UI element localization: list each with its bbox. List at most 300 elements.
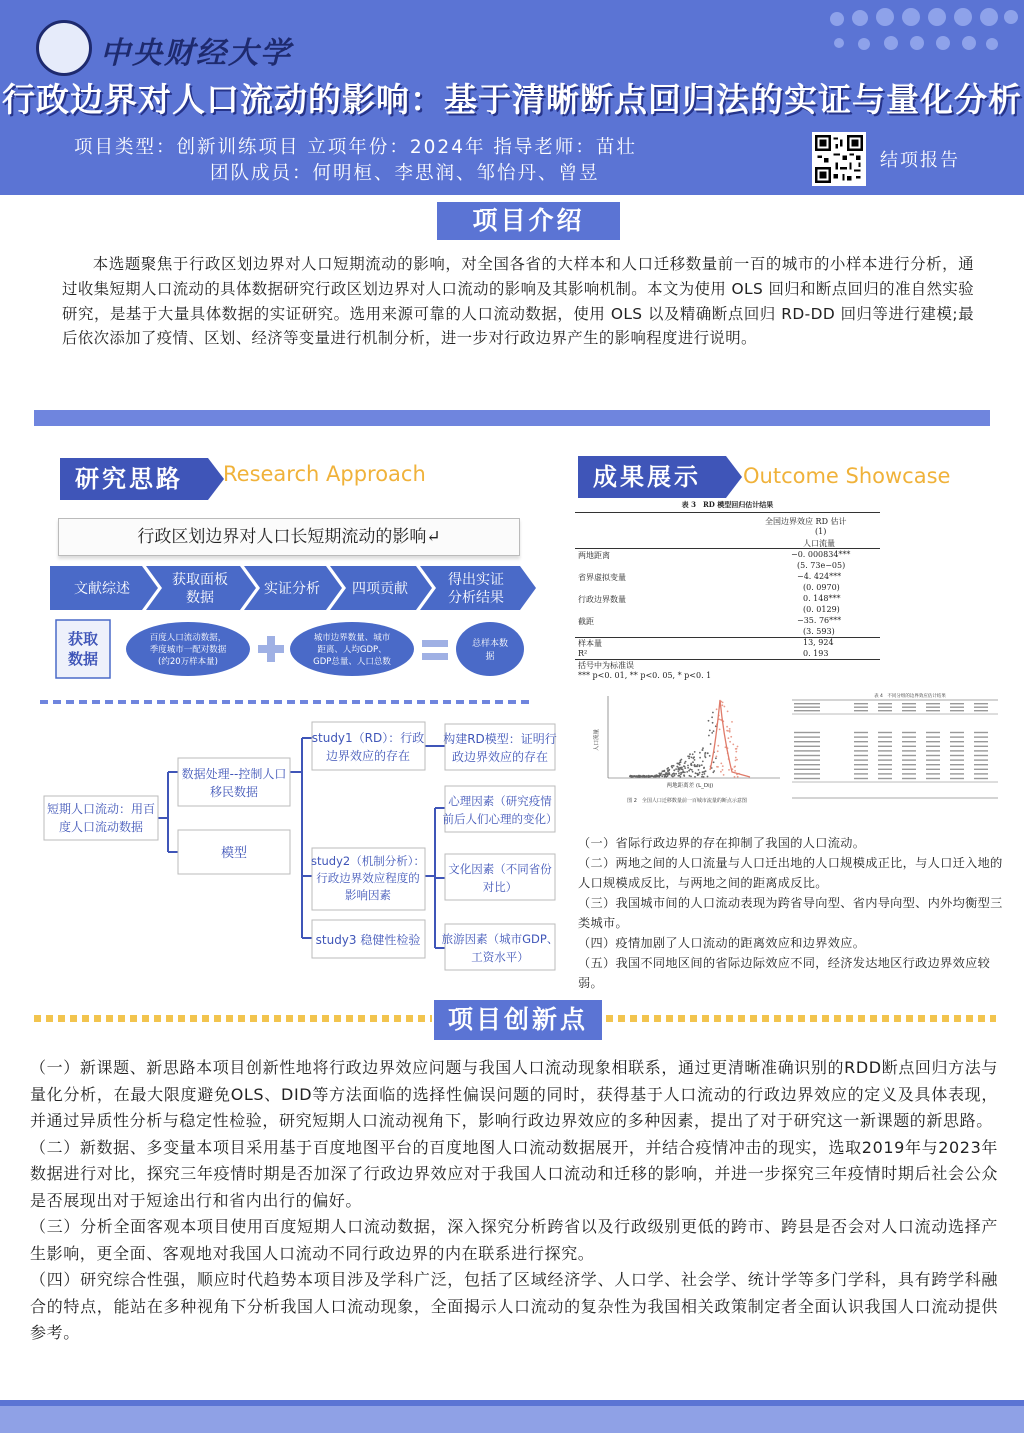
result-item: （四）疫情加剧了人口流动的距离效应和边界效应。 xyxy=(578,936,866,950)
tbl2-cell xyxy=(878,759,892,760)
scatter-point xyxy=(728,737,730,739)
research-section-tab: 研究思路 xyxy=(60,458,208,500)
scatter-point xyxy=(735,751,737,753)
scatter-point xyxy=(692,761,694,763)
plus-icon xyxy=(258,636,284,662)
research-tab-arrow xyxy=(208,458,224,500)
tbl2-cell xyxy=(950,759,964,760)
flow-title: 行政区划边界对人口长短期流动的影响↵ xyxy=(58,518,520,556)
tbl2-cell xyxy=(974,759,988,760)
tbl2-cell xyxy=(974,707,988,708)
tbl2-cell xyxy=(794,759,820,760)
tbl2-cell xyxy=(794,707,820,708)
table-row-value: −0. 000834*** xyxy=(791,550,851,559)
scatter-point xyxy=(722,704,724,706)
intro-text: 本选题聚焦于行政区划边界对人口短期流动的影响，对全国各省的大样本和人口迁移数量前一百的城市的小样本进行分析，通过收集短期人口流动的具体数据研究行政区划边界对人口流动的影响及其影响机制。本文为使用 OLS 回归和断点回归的准自然实验研究，是基于大量具体数据的实证研究。选用来源可靠的人口流动数据，使用 OLS 以及精确断点回归 RD-DD 回归等进行建模;最后依次添加了疫情、区划、经济等变量进行机制分析，进一步对行政边界产生的影响程度进行说明。 xyxy=(62,255,974,348)
tbl2-cell xyxy=(902,710,916,711)
tbl2-cell xyxy=(902,703,916,704)
tbl2-cell xyxy=(794,778,820,779)
tbl2-cell xyxy=(902,759,916,760)
scatter-point xyxy=(681,767,683,769)
tree-factor-culture-line1: 文化因素（不同省份 xyxy=(448,862,552,876)
oval3-line2: 据 xyxy=(485,652,495,662)
scatter-point xyxy=(653,776,655,778)
tbl2-cell xyxy=(902,773,916,774)
tbl2-cell xyxy=(878,750,892,751)
tbl2-cell xyxy=(878,710,892,711)
scatter-point xyxy=(698,769,700,771)
data-oval-total xyxy=(456,622,524,676)
tbl2-cell xyxy=(902,741,916,742)
tbl2-cell xyxy=(974,703,988,704)
tree-root-line2: 度人口流动数据 xyxy=(58,820,144,834)
scatter-point xyxy=(680,761,682,763)
tbl2-cell xyxy=(926,703,940,704)
scatter-point xyxy=(632,775,634,777)
scatter-point xyxy=(701,749,703,751)
scatter-point xyxy=(729,728,731,730)
table-col-header: 全国边界效应 RD 估计 xyxy=(765,517,847,526)
scatter-point xyxy=(696,773,698,775)
fit-curve xyxy=(710,700,750,777)
intro-section-tab: 项目介绍 xyxy=(437,202,620,240)
tbl2-cell xyxy=(974,710,988,711)
tbl2-cell xyxy=(926,741,940,742)
scatter-point xyxy=(684,762,686,764)
flow-step-result-2: 分析结果 xyxy=(448,590,504,606)
scatter-point xyxy=(735,757,737,759)
result-item: （五）我国不同地区间的省际边际效应不同，经济发达地区行政边界效应较弱。 xyxy=(578,956,991,990)
table-row-se: (0. 0129) xyxy=(803,605,840,614)
scatter-caption: 图 2 全国人口迁移数量前一百城市流量的断点示意图 xyxy=(627,798,747,804)
scatter-point xyxy=(702,771,704,773)
scatter-point xyxy=(728,769,730,771)
results-list xyxy=(578,833,1006,993)
tree-factor-tourism-line1: 旅游因素（城市GDP、 xyxy=(441,932,559,946)
tbl2-cell xyxy=(926,750,940,751)
tbl2-cell xyxy=(950,732,964,733)
scatter-point xyxy=(694,776,696,778)
scatter-point xyxy=(703,767,705,769)
oval2-line1: 城市边界数量、城市 xyxy=(313,633,391,643)
tbl2-cell xyxy=(950,755,964,756)
flow-step-result: 得出实证 xyxy=(448,572,504,588)
outcome-tab-arrow xyxy=(726,456,742,498)
scatter-ylabel: 人口流量 xyxy=(594,728,600,752)
group-estimate-table xyxy=(790,690,1000,808)
tbl2-cell xyxy=(878,736,892,737)
scatter-point xyxy=(730,736,732,738)
decorative-dot xyxy=(910,36,924,50)
tbl2-cell xyxy=(902,769,916,770)
tbl2-cell xyxy=(950,750,964,751)
scatter-point xyxy=(713,770,715,772)
scatter-point xyxy=(661,775,663,777)
tbl2-cell xyxy=(854,710,868,711)
scatter-point xyxy=(712,722,714,724)
flow-step-panel-2: 数据 xyxy=(186,590,214,606)
decorative-dot xyxy=(852,10,868,26)
table-note-2: *** p<0. 01, ** p<0. 05, * p<0. 1 xyxy=(578,671,712,680)
decorative-dot xyxy=(876,8,894,26)
scatter-point xyxy=(708,720,710,722)
tree-study3-label: study3 稳健性检验 xyxy=(315,933,421,947)
tree-factor-psych-line2: 前后人们心理的变化） xyxy=(442,812,558,826)
decorative-dot xyxy=(980,8,998,26)
scatter-point xyxy=(671,774,673,776)
tbl2-cell xyxy=(950,764,964,765)
tbl2-cell xyxy=(926,778,940,779)
scatter-point xyxy=(709,730,711,732)
scatter-point xyxy=(736,748,738,750)
scatter-point xyxy=(734,766,736,768)
scatter-point xyxy=(697,764,699,766)
team-members: 团队成员：何明桓、李思润、邹怡丹、曾昱 xyxy=(210,163,600,184)
scatter-point xyxy=(694,751,696,753)
scatter-point xyxy=(681,759,683,761)
table-row-label: 两地距离 xyxy=(578,551,610,560)
scatter-point xyxy=(663,770,665,772)
tbl2-cell xyxy=(854,741,868,742)
scatter-point xyxy=(711,716,713,718)
tbl2-cell xyxy=(974,736,988,737)
tree-data-line2: 移民数据 xyxy=(209,785,259,799)
scatter-point xyxy=(664,774,666,776)
scatter-point xyxy=(634,775,636,777)
scatter-point xyxy=(699,772,701,774)
scatter-point xyxy=(676,766,678,768)
tbl2-cell xyxy=(794,773,820,774)
research-tree-diagram xyxy=(40,712,560,972)
tbl2-cell xyxy=(878,778,892,779)
scatter-point xyxy=(695,772,697,774)
scatter-point xyxy=(713,730,715,732)
tbl2-cell xyxy=(794,736,820,737)
university-logo-text: 中央财经大学 xyxy=(100,36,292,71)
table-row-value: 0. 148*** xyxy=(803,594,841,603)
innovation-paragraph: （四）研究综合性强，顺应时代趋势本项目涉及学科广泛，包括了区域经济学、人口学、社会学、统计学等多门学科，具有跨学科融合的特点，能站在多种视角下分析我国人口流动现象，全面揭示人口流动的复杂性为我国相关政策制定者全面认识我国人口流动提供参考。 xyxy=(30,1270,998,1342)
scatter-point xyxy=(690,776,692,778)
table-caption: 表 3 RD 模型回归估计结果 xyxy=(681,500,774,509)
tbl2-cell xyxy=(974,778,988,779)
tbl2-cell xyxy=(854,773,868,774)
scatter-point xyxy=(723,774,725,776)
tbl2-cell xyxy=(854,759,868,760)
scatter-point xyxy=(704,753,706,755)
scatter-point xyxy=(667,775,669,777)
scatter-point xyxy=(737,746,739,748)
oval2-line2: 距离、人均GDP、 xyxy=(317,645,387,655)
decorative-dot xyxy=(962,36,976,50)
table-row-label: 行政边界数量 xyxy=(578,595,626,604)
university-seal-icon xyxy=(36,20,92,76)
scatter-point xyxy=(704,773,706,775)
scatter-point xyxy=(735,760,737,762)
tbl2-cell xyxy=(794,750,820,751)
result-item: （三）我国城市间的人口流动表现为跨省导向型、省内导向型、内外均衡型三类城市。 xyxy=(578,896,1003,930)
scatter-point xyxy=(631,776,633,778)
scatter-point xyxy=(674,775,676,777)
tbl2-cell xyxy=(926,755,940,756)
decorative-dot xyxy=(830,12,844,26)
scatter-point xyxy=(687,765,689,767)
tbl2-cell xyxy=(950,778,964,779)
scatter-point xyxy=(727,711,729,713)
tbl2-cell xyxy=(854,769,868,770)
rd-scatter-plot xyxy=(590,690,785,808)
scatter-point xyxy=(658,776,660,778)
scatter-point xyxy=(708,735,710,737)
scatter-point xyxy=(726,730,728,732)
tree-study2-line3: 影响因素 xyxy=(345,888,391,902)
tbl2-cell xyxy=(926,707,940,708)
scatter-point xyxy=(702,761,704,763)
scatter-point xyxy=(673,765,675,767)
tbl2-cell xyxy=(794,746,820,747)
tbl2-cell xyxy=(902,732,916,733)
scatter-point xyxy=(694,759,696,761)
outcome-section-tab: 成果展示 xyxy=(578,456,726,498)
tbl2-cell xyxy=(974,732,988,733)
table-row-value: −4. 424*** xyxy=(797,572,842,581)
tbl2-cell xyxy=(794,741,820,742)
innovation-paragraph: （三）分析全面客观本项目使用百度短期人口流动数据，深入探究分析跨省以及行政级别更低的跨市、跨县是否会对人口流动选择产生影响，更全面、客观地对我国人口流动不同行政边界的内在联系进行探究。 xyxy=(30,1217,998,1263)
tbl2-cell xyxy=(854,778,868,779)
scatter-point xyxy=(668,770,670,772)
flow-step-literature: 文献综述 xyxy=(74,581,130,597)
scatter-point xyxy=(665,772,667,774)
scatter-point xyxy=(734,776,736,778)
acquire-data-label-2: 数据 xyxy=(67,650,99,668)
scatter-point xyxy=(694,764,696,766)
tbl2-cell xyxy=(902,750,916,751)
scatter-point xyxy=(692,753,694,755)
table-row-se: (5. 73e−05) xyxy=(797,561,846,570)
scatter-point xyxy=(675,773,677,775)
result-item: （一）省际行政边界的存在抑制了我国的人口流动。 xyxy=(578,836,866,850)
tbl2-cell xyxy=(926,736,940,737)
scatter-point xyxy=(678,772,680,774)
decorative-dot xyxy=(884,36,898,50)
table-dep-var: 人口流量 xyxy=(803,539,835,548)
tbl2-cell xyxy=(878,746,892,747)
tbl2-cell xyxy=(794,769,820,770)
tbl2-cell xyxy=(950,703,964,704)
scatter-point xyxy=(676,763,678,765)
scatter-point xyxy=(642,776,644,778)
tbl2-cell xyxy=(902,746,916,747)
scatter-point xyxy=(729,730,731,732)
tbl2-cell xyxy=(854,732,868,733)
scatter-point xyxy=(731,721,733,723)
scatter-point xyxy=(668,772,670,774)
tbl2-cell xyxy=(794,764,820,765)
tree-study1-result-line1: 构建RD模型：证明行 xyxy=(443,732,557,746)
tree-study2-line2: 行政边界效应程度的 xyxy=(316,871,420,885)
decorative-dot xyxy=(954,8,972,26)
oval1-line1: 百度人口流动数据， xyxy=(149,633,227,643)
scatter-point xyxy=(662,770,664,772)
poster-title: 行政边界对人口流动的影响：基于清晰断点回归法的实证与量化分析 xyxy=(2,80,1022,119)
scatter-point xyxy=(737,776,739,778)
tbl2-cell xyxy=(878,773,892,774)
tbl2-cell xyxy=(878,707,892,708)
scatter-points xyxy=(629,701,740,778)
oval1-line2: 季度城市一配对数据 xyxy=(149,645,227,655)
scatter-point xyxy=(709,755,711,757)
tbl2-cell xyxy=(854,750,868,751)
scatter-point xyxy=(684,766,686,768)
scatter-point xyxy=(705,757,707,759)
decorative-dot xyxy=(858,38,870,50)
scatter-point xyxy=(681,768,683,770)
innovation-section-tab: 项目创新点 xyxy=(434,1000,602,1040)
table-r2-label: R² xyxy=(578,649,588,658)
scatter-point xyxy=(687,767,689,769)
tbl2-cell xyxy=(926,773,940,774)
table-row-se: (0. 0970) xyxy=(803,583,840,592)
scatter-point xyxy=(720,763,722,765)
tbl2-cell xyxy=(854,707,868,708)
scatter-point xyxy=(674,769,676,771)
scatter-point xyxy=(680,773,682,775)
research-flow-diagram xyxy=(50,562,540,682)
outcome-section-subtitle: Outcome Showcase xyxy=(743,464,951,488)
tbl2-cell xyxy=(878,755,892,756)
footer-stripe xyxy=(0,1400,1024,1406)
tbl2-cell xyxy=(794,732,820,733)
tree-factor-tourism-line2: 工资水平） xyxy=(471,950,529,964)
acquire-data-label-1: 获取 xyxy=(67,630,99,648)
tree-factor-culture-line2: 对比） xyxy=(482,880,518,894)
scatter-point xyxy=(691,769,693,771)
scatter-point xyxy=(688,770,690,772)
flow-step-empirical: 实证分析 xyxy=(264,581,320,597)
tree-root-line1: 短期人口流动：用百 xyxy=(46,802,156,816)
scatter-point xyxy=(656,775,658,777)
qr-code-icon xyxy=(812,132,866,186)
tbl2-cell xyxy=(950,736,964,737)
scatter-point xyxy=(710,743,712,745)
oval1-line3: (约20万样本量) xyxy=(158,657,218,667)
tbl2-cell xyxy=(794,703,820,704)
scatter-point xyxy=(701,774,703,776)
scatter-point xyxy=(645,776,647,778)
tree-study1-line1: study1（RD）：行政 xyxy=(311,731,425,745)
scatter-point xyxy=(677,770,679,772)
oval2-line3: GDP总量、人口总数 xyxy=(313,657,391,667)
tbl2-cell xyxy=(950,769,964,770)
scatter-point xyxy=(722,769,724,771)
tbl2-title: 表 4 不同分组的边界效应估计结果 xyxy=(874,694,946,699)
tbl2-cell xyxy=(854,736,868,737)
tbl2-cell xyxy=(926,746,940,747)
scatter-point xyxy=(701,776,703,778)
scatter-point xyxy=(707,752,709,754)
result-item: （二）两地之间的人口流量与人口迁出地的人口规模成正比，与人口迁入地的人口规模成反比，与两地之间的距离成反比。 xyxy=(578,856,1003,890)
table-r2-value: 0. 193 xyxy=(803,649,829,658)
scatter-point xyxy=(679,769,681,771)
decorative-dot xyxy=(1004,10,1018,24)
decorative-dot xyxy=(928,8,946,26)
tbl2-cell xyxy=(878,764,892,765)
tree-data-line1: 数据处理--控制人口 xyxy=(181,767,287,781)
tbl2-cell xyxy=(794,755,820,756)
scatter-point xyxy=(687,755,689,757)
scatter-point xyxy=(679,764,681,766)
scatter-point xyxy=(673,773,675,775)
tbl2-cell xyxy=(974,755,988,756)
scatter-point xyxy=(690,764,692,766)
tbl2-cell xyxy=(974,741,988,742)
oval3-line1: 总样本数 xyxy=(471,639,509,649)
tbl2-cell xyxy=(974,750,988,751)
innovation-divider-right xyxy=(606,1015,996,1022)
scatter-point xyxy=(715,757,717,759)
tbl2-cell xyxy=(878,769,892,770)
tbl2-cell xyxy=(926,732,940,733)
tbl2-cell xyxy=(854,746,868,747)
decorative-dot xyxy=(902,8,920,26)
decorative-dot xyxy=(986,38,998,50)
scatter-point xyxy=(703,776,705,778)
scatter-point xyxy=(686,771,688,773)
table-row-value: −35. 76*** xyxy=(797,616,842,625)
tbl2-cell xyxy=(878,741,892,742)
scatter-point xyxy=(701,764,703,766)
tbl2-cell xyxy=(878,703,892,704)
tree-model-label: 模型 xyxy=(220,846,248,861)
tbl2-cell xyxy=(950,707,964,708)
tbl2-cell xyxy=(926,759,940,760)
scatter-point xyxy=(692,757,694,759)
scatter-point xyxy=(678,767,680,769)
table-row-label: 截距 xyxy=(578,617,594,626)
scatter-point xyxy=(680,776,682,778)
scatter-point xyxy=(680,772,682,774)
flow-step-panel: 获取面板 xyxy=(172,572,228,588)
scatter-point xyxy=(689,753,691,755)
table-row-se: (3. 593) xyxy=(803,627,835,636)
table-col-num: (1) xyxy=(815,527,827,536)
tbl2-cell xyxy=(854,764,868,765)
scatter-point xyxy=(720,771,722,773)
scatter-point xyxy=(688,757,690,759)
scatter-point xyxy=(682,770,684,772)
table-row-label: 省界虚拟变量 xyxy=(578,573,626,582)
tbl2-cell xyxy=(950,741,964,742)
scatter-point xyxy=(717,766,719,768)
scatter-point xyxy=(689,768,691,770)
tbl2-cell xyxy=(794,710,820,711)
decorative-dot xyxy=(936,36,950,50)
innovation-paragraph: （二）新数据、多变量本项目采用基于百度地图平台的百度地图人口流动数据展开，并结合疫情冲击的现实，选取2019年与2023年数据进行对比，探究三年疫情时期是否加深了行政边界效应对于我国人口流动和迁移的影响，并进一步探究三年疫情时期后社会公众是否展现出对于短途出行和省内出行的偏好。 xyxy=(30,1137,998,1210)
innovation-text xyxy=(30,1055,998,1347)
tbl2-cell xyxy=(854,755,868,756)
tbl2-cell xyxy=(902,755,916,756)
report-label: 结项报告 xyxy=(880,150,960,171)
scatter-point xyxy=(640,776,642,778)
scatter-point xyxy=(630,775,632,777)
scatter-point xyxy=(726,726,728,728)
scatter-point xyxy=(712,712,714,714)
tree-factor-psych-line1: 心理因素（研究疫情 xyxy=(448,794,552,808)
tbl2-cell xyxy=(974,746,988,747)
equals-icon xyxy=(422,640,448,660)
tree-study2-line1: study2（机制分析）： xyxy=(311,854,425,868)
scatter-point xyxy=(684,767,686,769)
tbl2-cell xyxy=(950,773,964,774)
